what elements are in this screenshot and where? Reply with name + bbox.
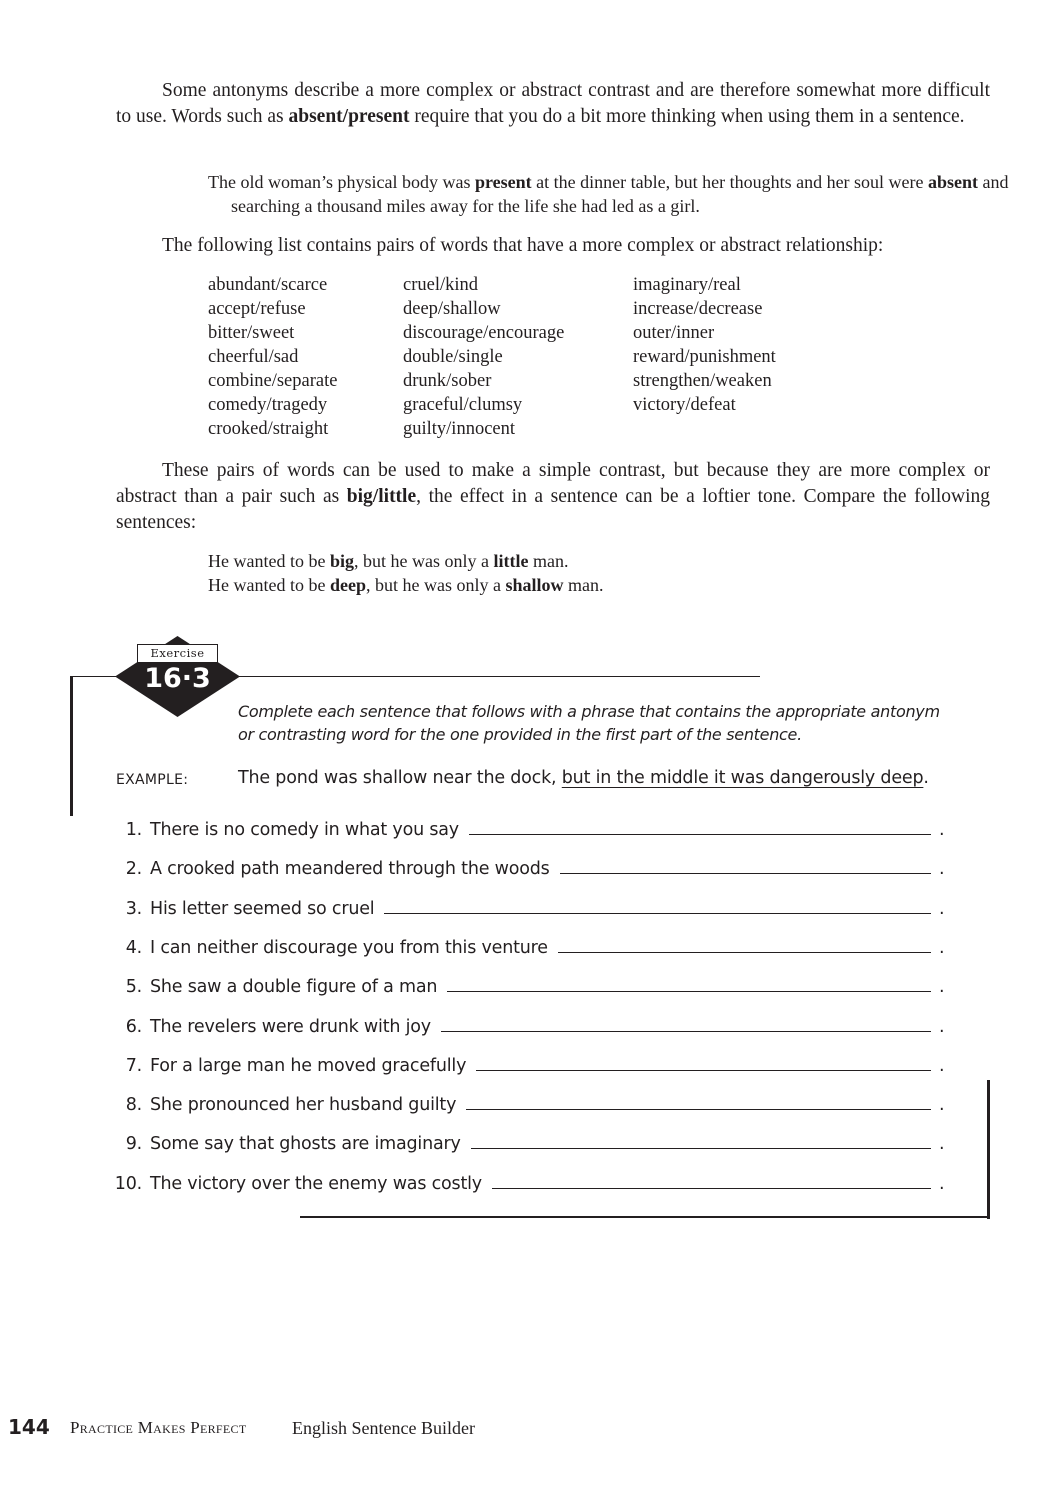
- word-column: [633, 273, 776, 417]
- exercise-item: [100, 1009, 945, 1037]
- item-prompt: The revelers were drunk with joy: [150, 1016, 431, 1037]
- word-pair: imaginary/real: [633, 275, 741, 295]
- word-pair: guilty/innocent: [403, 419, 516, 439]
- item-prompt: His letter seemed so cruel: [150, 898, 375, 919]
- word-column: [403, 273, 564, 441]
- exercise-item: [100, 1166, 945, 1194]
- exercise-item: [100, 1126, 945, 1154]
- word-pair: double/single: [403, 347, 503, 367]
- word-pair: outer/inner: [633, 323, 715, 343]
- item-prompt: For a large man he moved gracefully: [150, 1055, 467, 1076]
- item-number: 6.: [125, 1016, 142, 1037]
- word-pair: strengthen/weaken: [633, 371, 772, 391]
- word-pair: abundant/scarce: [208, 275, 328, 295]
- word-column: [208, 273, 337, 441]
- comparison-sentence: He wanted to be big, but he was only a little man.: [208, 551, 569, 571]
- item-period: .: [939, 898, 945, 919]
- answer-blank[interactable]: [558, 951, 931, 953]
- item-number: 7.: [125, 1055, 142, 1076]
- answer-blank[interactable]: [492, 1187, 931, 1189]
- word-pair: deep/shallow: [403, 299, 501, 319]
- item-prompt: Some say that ghosts are imaginary: [150, 1134, 461, 1155]
- answer-blank[interactable]: [560, 872, 931, 874]
- item-number: 1.: [125, 820, 142, 840]
- word-pair: cheerful/sad: [208, 347, 299, 367]
- item-period: .: [939, 1134, 945, 1155]
- word-pair: cruel/kind: [403, 275, 479, 295]
- item-prompt: A crooked path meandered through the woods: [150, 859, 550, 880]
- answer-blank[interactable]: [469, 833, 931, 835]
- answer-blank[interactable]: [466, 1108, 931, 1110]
- exercise-bottom-rule: [300, 1216, 990, 1218]
- word-pair: bitter/sweet: [208, 323, 295, 343]
- comparison-sentences: [208, 549, 990, 597]
- item-number: 4.: [125, 937, 142, 958]
- exercise-left-bar: [70, 676, 73, 816]
- item-prompt: She pronounced her husband guilty: [150, 1095, 457, 1116]
- intro-paragraph: Some antonyms describe a more complex or abstract contrast and are therefore somewhat more difficult to use. Words such as absent/present require that you do a bit more thinking when using them in a sentence.: [116, 80, 990, 127]
- item-period: .: [939, 1016, 945, 1037]
- item-period: .: [939, 937, 945, 958]
- word-pair: reward/punishment: [633, 347, 776, 367]
- item-prompt: The victory over the enemy was costly: [150, 1173, 482, 1194]
- word-pair: victory/defeat: [633, 395, 736, 415]
- word-pair: increase/decrease: [633, 299, 763, 319]
- exercise-item: [100, 851, 945, 879]
- word-pair: combine/separate: [208, 371, 338, 391]
- word-pair: accept/refuse: [208, 299, 306, 319]
- item-prompt: There is no comedy in what you say: [150, 820, 459, 840]
- page-number: 144: [8, 1415, 50, 1439]
- item-prompt: She saw a double figure of a man: [150, 977, 438, 998]
- item-period: .: [939, 1095, 945, 1116]
- word-pair: comedy/tragedy: [208, 395, 328, 415]
- answer-blank[interactable]: [447, 990, 931, 992]
- item-period: .: [939, 977, 945, 998]
- exercise-label: Exercise: [137, 644, 218, 663]
- item-number: 2.: [125, 859, 142, 880]
- exercise-item: [100, 812, 945, 840]
- answer-blank[interactable]: [441, 1030, 931, 1032]
- answer-blank[interactable]: [471, 1147, 931, 1149]
- item-number: 10.: [114, 1173, 142, 1194]
- exercise-instructions: Complete each sentence that follows with a phrase that contains the appropriate antonym or contrasting word for the one provided in the first part of the sentence.: [238, 702, 940, 744]
- answer-blank[interactable]: [476, 1069, 931, 1071]
- example-sentence: The pond was shallow near the dock, but in the middle it was dangerously deep.: [238, 768, 929, 788]
- item-period: .: [939, 1055, 945, 1076]
- example-quote: The old woman’s physical body was present at the dinner table, but her thoughts and her soul were absent and searching a thousand miles away for the life she had led as a girl.: [208, 172, 1009, 216]
- exercise-item: [100, 969, 945, 997]
- list-intro: The following list contains pairs of words that have a more complex or abstract relationship:: [162, 235, 884, 256]
- exercise-item: [100, 930, 945, 958]
- answer-blank[interactable]: [384, 912, 931, 914]
- item-number: 3.: [125, 898, 142, 919]
- exercise-item: [100, 1048, 945, 1076]
- word-pair: graceful/clumsy: [403, 395, 523, 415]
- comparison-sentence: He wanted to be deep, but he was only a shallow man.: [208, 575, 604, 595]
- item-period: .: [939, 820, 945, 840]
- bold-term: absent/present: [288, 106, 410, 127]
- item-period: .: [939, 1173, 945, 1194]
- example-label: EXAMPLE:: [116, 772, 189, 788]
- series-title: Practice Makes Perfect: [70, 1418, 247, 1437]
- item-number: 9.: [125, 1134, 142, 1155]
- contrast-paragraph: These pairs of words can be used to make a simple contrast, but because they are more complex or abstract than a pair such as big/little, the effect in a sentence can be a loftier tone. Compare the following sentences:: [116, 460, 990, 533]
- item-number: 5.: [125, 977, 142, 998]
- book-title: English Sentence Builder: [292, 1418, 475, 1438]
- word-pair: drunk/sober: [403, 371, 492, 391]
- item-period: .: [939, 859, 945, 880]
- item-number: 8.: [125, 1095, 142, 1116]
- exercise-item: [100, 891, 945, 919]
- item-prompt: I can neither discourage you from this venture: [150, 937, 548, 958]
- example-answer: but in the middle it was dangerously deep: [561, 768, 924, 788]
- word-pair: crooked/straight: [208, 419, 329, 439]
- exercise-right-bar: [987, 1080, 990, 1219]
- exercise-number: 16·3: [144, 663, 211, 694]
- word-pair: discourage/encourage: [403, 323, 565, 343]
- exercise-item: [100, 1087, 945, 1115]
